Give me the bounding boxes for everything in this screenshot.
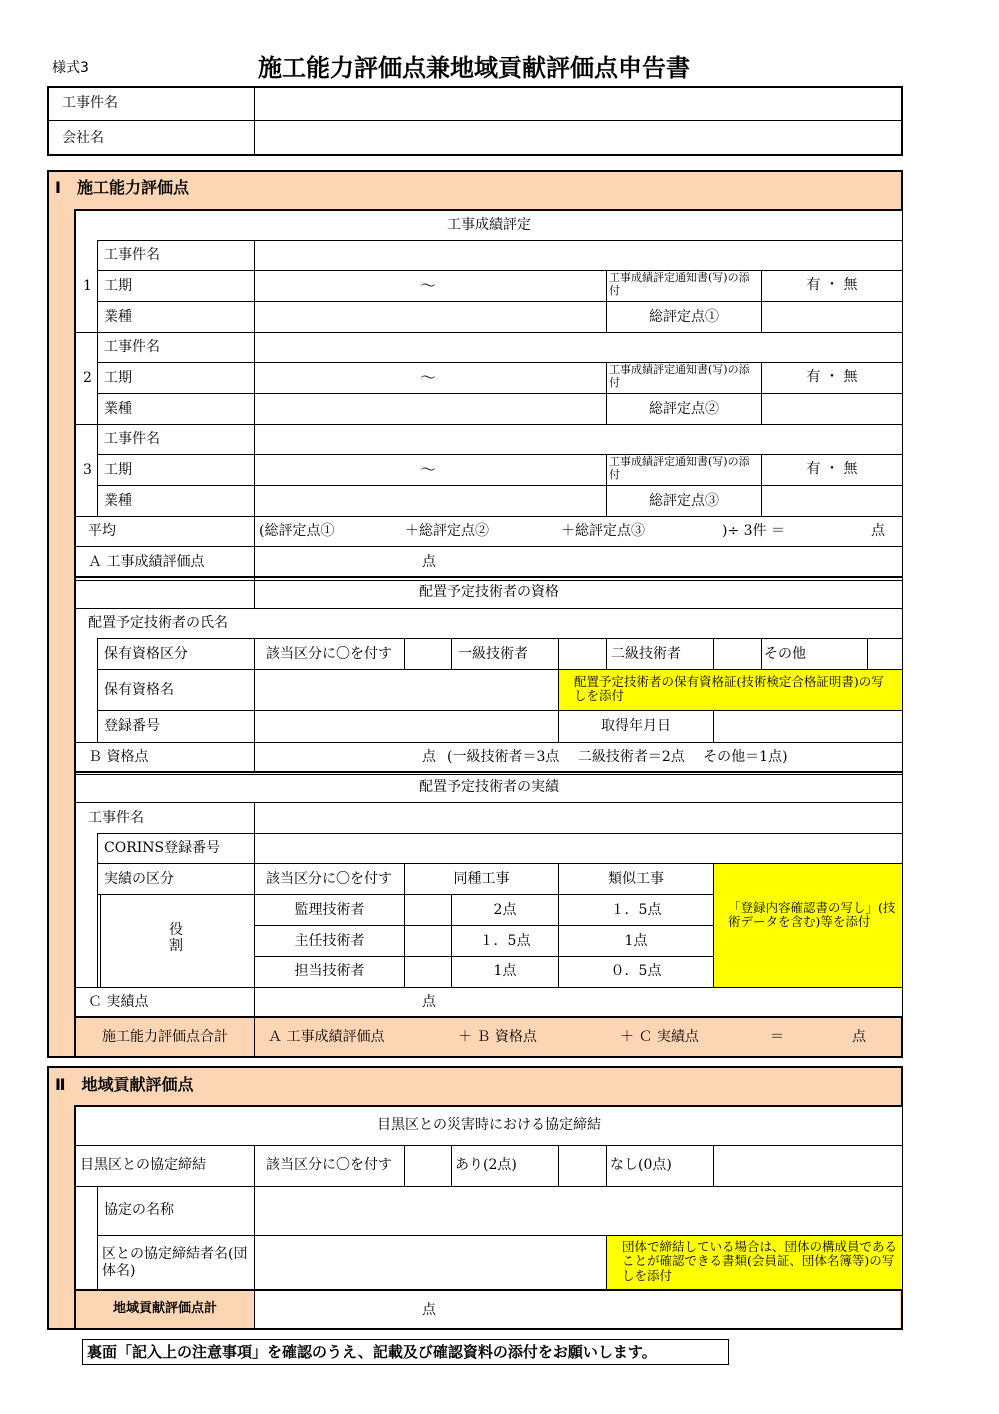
same-type-label: 同種工事 xyxy=(453,871,510,887)
row2-type-label: 業種 xyxy=(104,401,132,417)
signer-note: 団体で締結している場合は、団体の構成員であることが確認できる書類(会員証、団体名簿等)の写しを添付 xyxy=(622,1239,898,1283)
class1-mark-box[interactable] xyxy=(406,640,450,667)
role-same-points: 1点 xyxy=(493,963,517,979)
project-name-field[interactable] xyxy=(256,88,900,119)
acquired-field[interactable] xyxy=(715,712,900,740)
eng-name-label: 配置予定技術者の氏名 xyxy=(88,615,228,631)
row2-yes-no[interactable]: 有 ・ 無 xyxy=(806,369,858,385)
avg-unit: 点 xyxy=(871,523,885,539)
a-unit: 点 xyxy=(422,554,436,570)
role-name: 主任技術者 xyxy=(294,933,365,949)
row3-type-label: 業種 xyxy=(104,493,132,509)
class3-mark-box[interactable] xyxy=(715,640,759,667)
similar-type-label: 類似工事 xyxy=(608,871,664,887)
role3-mark-box[interactable] xyxy=(406,958,450,986)
row1-project-label: 工事件名 xyxy=(104,247,160,263)
class1-label: 一級技術者 xyxy=(458,646,528,662)
class2-label: 二級技術者 xyxy=(611,646,681,662)
total-c: ＋ Ｃ 実績点 xyxy=(620,1029,699,1045)
corins-field[interactable] xyxy=(256,835,900,862)
role-similar-points: ０．5点 xyxy=(610,963,662,979)
b-label: Ｂ 資格点 xyxy=(88,749,149,765)
role-same-points: 2点 xyxy=(493,902,517,918)
qual-class-label: 保有資格区分 xyxy=(104,646,188,662)
reg-no-label: 登録番号 xyxy=(104,718,160,734)
row-number: 2 xyxy=(83,370,92,386)
role-name: 監理技術者 xyxy=(294,902,365,918)
perf-header: 工事成績評定 xyxy=(447,217,531,233)
row3-period-label: 工期 xyxy=(104,462,132,478)
company-label: 会社名 xyxy=(62,130,104,146)
acquired-label: 取得年月日 xyxy=(601,718,671,734)
total-unit: 点 xyxy=(852,1029,866,1045)
row3-total-field[interactable] xyxy=(762,487,900,515)
c-label: Ｃ 実績点 xyxy=(88,994,149,1010)
company-field[interactable] xyxy=(256,122,900,153)
row2-project-field[interactable] xyxy=(256,334,900,361)
row1-type-label: 業種 xyxy=(104,309,132,325)
section2-total-unit: 点 xyxy=(422,1302,436,1318)
exp-note: 「登録内容確認書の写し」(技術データを含む)等を添付 xyxy=(728,900,896,930)
row1-total-label: 総評定点① xyxy=(649,309,719,325)
class3-label: その他 xyxy=(764,646,806,662)
total-a: Ａ 工事成績評価点 xyxy=(268,1029,385,1045)
agreement-label: 目黒区との協定締結 xyxy=(80,1157,206,1173)
signer-label: 区との協定締結者名(団体名) xyxy=(102,1246,248,1279)
section1-heading: Ⅰ 施工能力評価点 xyxy=(55,178,189,197)
role-label: 役割 xyxy=(169,922,183,955)
exp-mark-instruction: 該当区分に〇を付す xyxy=(266,871,392,887)
b-note: (一級技術者＝3点 二級技術者＝2点 その他＝1点) xyxy=(447,749,788,765)
avg-formula-2: ＋総評定点② xyxy=(405,523,489,539)
avg-label: 平均 xyxy=(88,523,116,539)
footer-notice: 裏面「記入上の注意事項」を確認のうえ、記載及び確認資料の添付をお願いします。 xyxy=(87,1343,657,1361)
row1-total-field[interactable] xyxy=(762,303,900,331)
qual-name-field[interactable] xyxy=(256,671,556,709)
b-unit: 点 xyxy=(422,749,436,765)
agreement-mark-instruction: 該当区分に〇を付す xyxy=(266,1157,392,1173)
row3-project-label: 工事件名 xyxy=(104,431,160,447)
row2-period-label: 工期 xyxy=(104,370,132,386)
role-name: 担当技術者 xyxy=(294,963,365,979)
row2-total-label: 総評定点② xyxy=(649,401,719,417)
row1-project-field[interactable] xyxy=(256,242,900,269)
exp-header: 配置予定技術者の実績 xyxy=(419,779,559,795)
exp-project-label: 工事件名 xyxy=(88,810,144,826)
section1-total-label: 施工能力評価点合計 xyxy=(102,1029,228,1045)
corins-label: CORINS登録番号 xyxy=(104,840,221,856)
qual-note: 配置予定技術者の保有資格証(技術検定合格証明書)の写しを添付 xyxy=(574,674,884,704)
qual-name-label: 保有資格名 xyxy=(104,682,174,698)
project-name-label: 工事件名 xyxy=(62,95,118,111)
row-number: 3 xyxy=(83,462,92,478)
agreement-yes-option: あり(2点) xyxy=(455,1157,517,1173)
role-similar-points: 1点 xyxy=(624,933,648,949)
agreement-no-mark-box[interactable] xyxy=(560,1147,604,1184)
role-similar-points: １．5点 xyxy=(610,902,662,918)
role1-mark-box[interactable] xyxy=(406,896,450,924)
row3-project-field[interactable] xyxy=(256,426,900,453)
agreement-name-label: 協定の名称 xyxy=(104,1202,174,1218)
row3-yes-no[interactable]: 有 ・ 無 xyxy=(806,461,858,477)
avg-formula-3: ＋総評定点③ xyxy=(561,523,645,539)
role-same-points: １．5点 xyxy=(479,933,531,949)
avg-formula-1: (総評定点① xyxy=(259,523,335,539)
qual-header: 配置予定技術者の資格 xyxy=(419,584,559,600)
row3-notice-label: 工事成績評定通知書(写)の添付 xyxy=(609,455,750,481)
qual-mark-instruction: 該当区分に〇を付す xyxy=(266,646,392,662)
row1-notice-label: 工事成績評定通知書(写)の添付 xyxy=(609,271,750,297)
agreement-yes-mark-box[interactable] xyxy=(406,1147,450,1184)
class2-mark-box[interactable] xyxy=(560,640,604,667)
exp-project-field[interactable] xyxy=(256,804,900,832)
row2-project-label: 工事件名 xyxy=(104,339,160,355)
row2-notice-label: 工事成績評定通知書(写)の添付 xyxy=(609,363,750,389)
reg-no-field[interactable] xyxy=(256,712,556,740)
row2-period-tilde: ～ xyxy=(420,368,437,387)
form-number: 様式3 xyxy=(52,60,89,76)
exp-class-label: 実績の区分 xyxy=(104,871,174,887)
avg-formula-4: )÷ 3件 ＝ xyxy=(722,523,785,539)
page-title: 施工能力評価点兼地域貢献評価点申告書 xyxy=(258,54,690,82)
total-b: ＋ Ｂ 資格点 xyxy=(458,1029,537,1045)
signer-field[interactable] xyxy=(256,1237,605,1288)
agreement-header: 目黒区との災害時における協定締結 xyxy=(377,1117,601,1133)
row1-period-tilde: ～ xyxy=(420,276,437,295)
row3-period-tilde: ～ xyxy=(420,460,437,479)
role2-mark-box[interactable] xyxy=(406,927,450,955)
total-eq: ＝ xyxy=(770,1029,784,1045)
class3-detail-field[interactable] xyxy=(869,640,900,667)
row1-yes-no[interactable]: 有 ・ 無 xyxy=(806,277,858,293)
c-unit: 点 xyxy=(422,994,436,1010)
section2-total-label: 地域貢献評価点計 xyxy=(112,1301,217,1316)
row-number: 1 xyxy=(83,278,92,294)
agreement-no-option: なし(0点) xyxy=(610,1157,672,1173)
row1-period-label: 工期 xyxy=(104,278,132,294)
agreement-name-field[interactable] xyxy=(256,1188,900,1234)
row2-total-field[interactable] xyxy=(762,395,900,423)
row3-total-label: 総評定点③ xyxy=(649,493,719,509)
a-label: Ａ 工事成績評価点 xyxy=(88,554,205,570)
section2-heading: Ⅱ 地域貢献評価点 xyxy=(55,1075,194,1094)
eng-name-field[interactable] xyxy=(256,610,900,637)
